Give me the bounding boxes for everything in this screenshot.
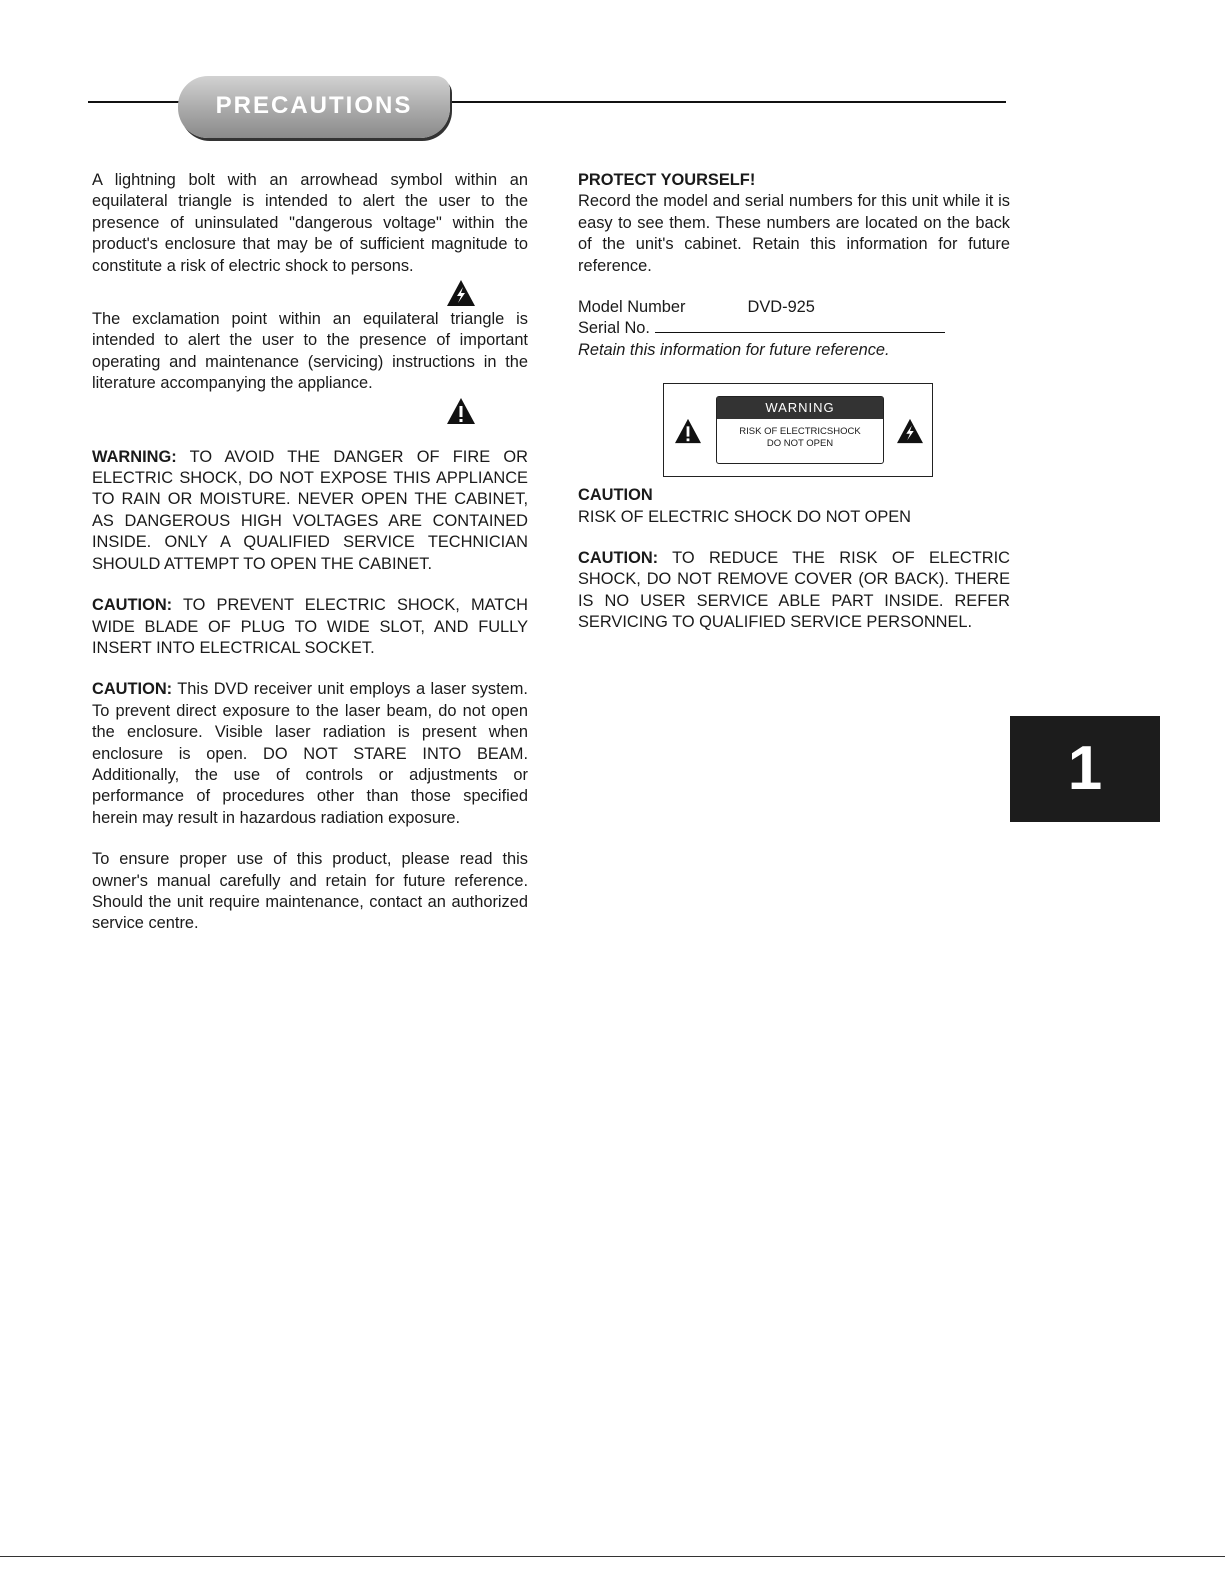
caution-cover-label: CAUTION:	[578, 549, 659, 568]
caution-plug-text: TO PREVENT ELECTRIC SHOCK, MATCH WIDE BLADE OF PLUG TO WIDE SLOT, AND FULLY INSERT INTO ELECTRICAL SOCKET.	[92, 596, 528, 657]
warning-paragraph	[92, 447, 528, 575]
caution-laser-paragraph	[92, 679, 528, 829]
model-number-value: DVD-925	[747, 298, 815, 317]
warning-label-inner	[716, 396, 884, 464]
header-rule-right	[448, 101, 1006, 103]
warning-label: WARNING:	[92, 447, 177, 466]
lightning-triangle-icon	[896, 418, 924, 444]
serial-number-row	[578, 318, 1010, 339]
caution-plug-label: CAUTION:	[92, 596, 173, 615]
warning-label-title: WARNING	[717, 397, 883, 419]
caution-cover-paragraph	[578, 548, 1010, 634]
left-column	[92, 170, 528, 935]
section-title: PRECAUTIONS	[215, 92, 413, 119]
header-rule-left	[88, 101, 183, 103]
retain-note: Retain this information for future reference.	[578, 340, 890, 359]
right-column	[578, 170, 1010, 634]
serial-number-label: Serial No.	[578, 319, 650, 338]
section-banner	[178, 76, 450, 138]
owners-manual-paragraph: To ensure proper use of this product, please read this owner's manual carefully and retain for future reference. Should the unit require maintenance, contact an authorized service centre.	[92, 850, 528, 933]
lightning-symbol-text: A lightning bolt with an arrowhead symbol within an equilateral triangle is intended to alert the user to the presence of uninsulated "dangerous voltage" within the product's enclosure that may be of sufficient magnitude to constitute a risk of electric shock to persons.	[92, 171, 528, 275]
model-number-label: Model Number	[578, 298, 686, 317]
caution-cover-text: TO REDUCE THE RISK OF ELECTRIC SHOCK, DO NOT REMOVE COVER (OR BACK). THERE IS NO USER SERVICE ABLE PART INSIDE. REFER SERVICING TO QUALIFIED SERVICE PERSONNEL.	[578, 549, 1010, 632]
caution-heading: CAUTION	[578, 486, 653, 505]
exclamation-triangle-icon	[674, 418, 702, 444]
bottom-rule	[0, 1556, 1225, 1557]
exclamation-triangle-icon	[446, 397, 476, 425]
protect-text: Record the model and serial numbers for this unit while it is easy to see them. These numbers are located on the back of the unit's cabinet. Retain this information for future reference.	[578, 192, 1010, 275]
warning-label-graphic	[663, 383, 933, 477]
model-number-row	[578, 297, 1010, 318]
protect-heading: PROTECT YOURSELF!	[578, 171, 756, 189]
exclamation-symbol-text: The exclamation point within an equilateral triangle is intended to alert the user to the presence of important operating and maintenance (servicing) instructions in the literature accompanying the appliance.	[92, 310, 528, 393]
lightning-triangle-icon	[446, 279, 476, 307]
warning-text: TO AVOID THE DANGER OF FIRE OR ELECTRIC SHOCK, DO NOT EXPOSE THIS APPLIANCE TO RAIN OR MOISTURE. NEVER OPEN THE CABINET, AS DANGEROUS HIGH VOLTAGES ARE CONTAINED INSIDE. ONLY A QUALIFIED SERVICE TECHNICIAN SHOULD ATTEMPT TO OPEN THE CABINET.	[92, 447, 528, 573]
caution-line: RISK OF ELECTRIC SHOCK DO NOT OPEN	[578, 507, 912, 526]
serial-number-field	[655, 318, 945, 333]
caution-laser-label: CAUTION:	[92, 680, 173, 699]
chapter-tab: 1	[1010, 716, 1160, 822]
caution-plug-paragraph	[92, 595, 528, 659]
warning-label-line2: DO NOT OPEN	[766, 438, 834, 450]
caution-laser-text: This DVD receiver unit employs a laser system. To prevent direct exposure to the laser beam, do not open the enclosure. Visible laser radiation is present when enclosure is open. DO NOT STARE INTO BEAM. Additionally, the use of controls or adjustments or performance of procedures other than those specified herein may result in hazardous radiation exposure.	[92, 680, 528, 827]
warning-label-line1: RISK OF ELECTRICSHOCK	[739, 426, 861, 438]
